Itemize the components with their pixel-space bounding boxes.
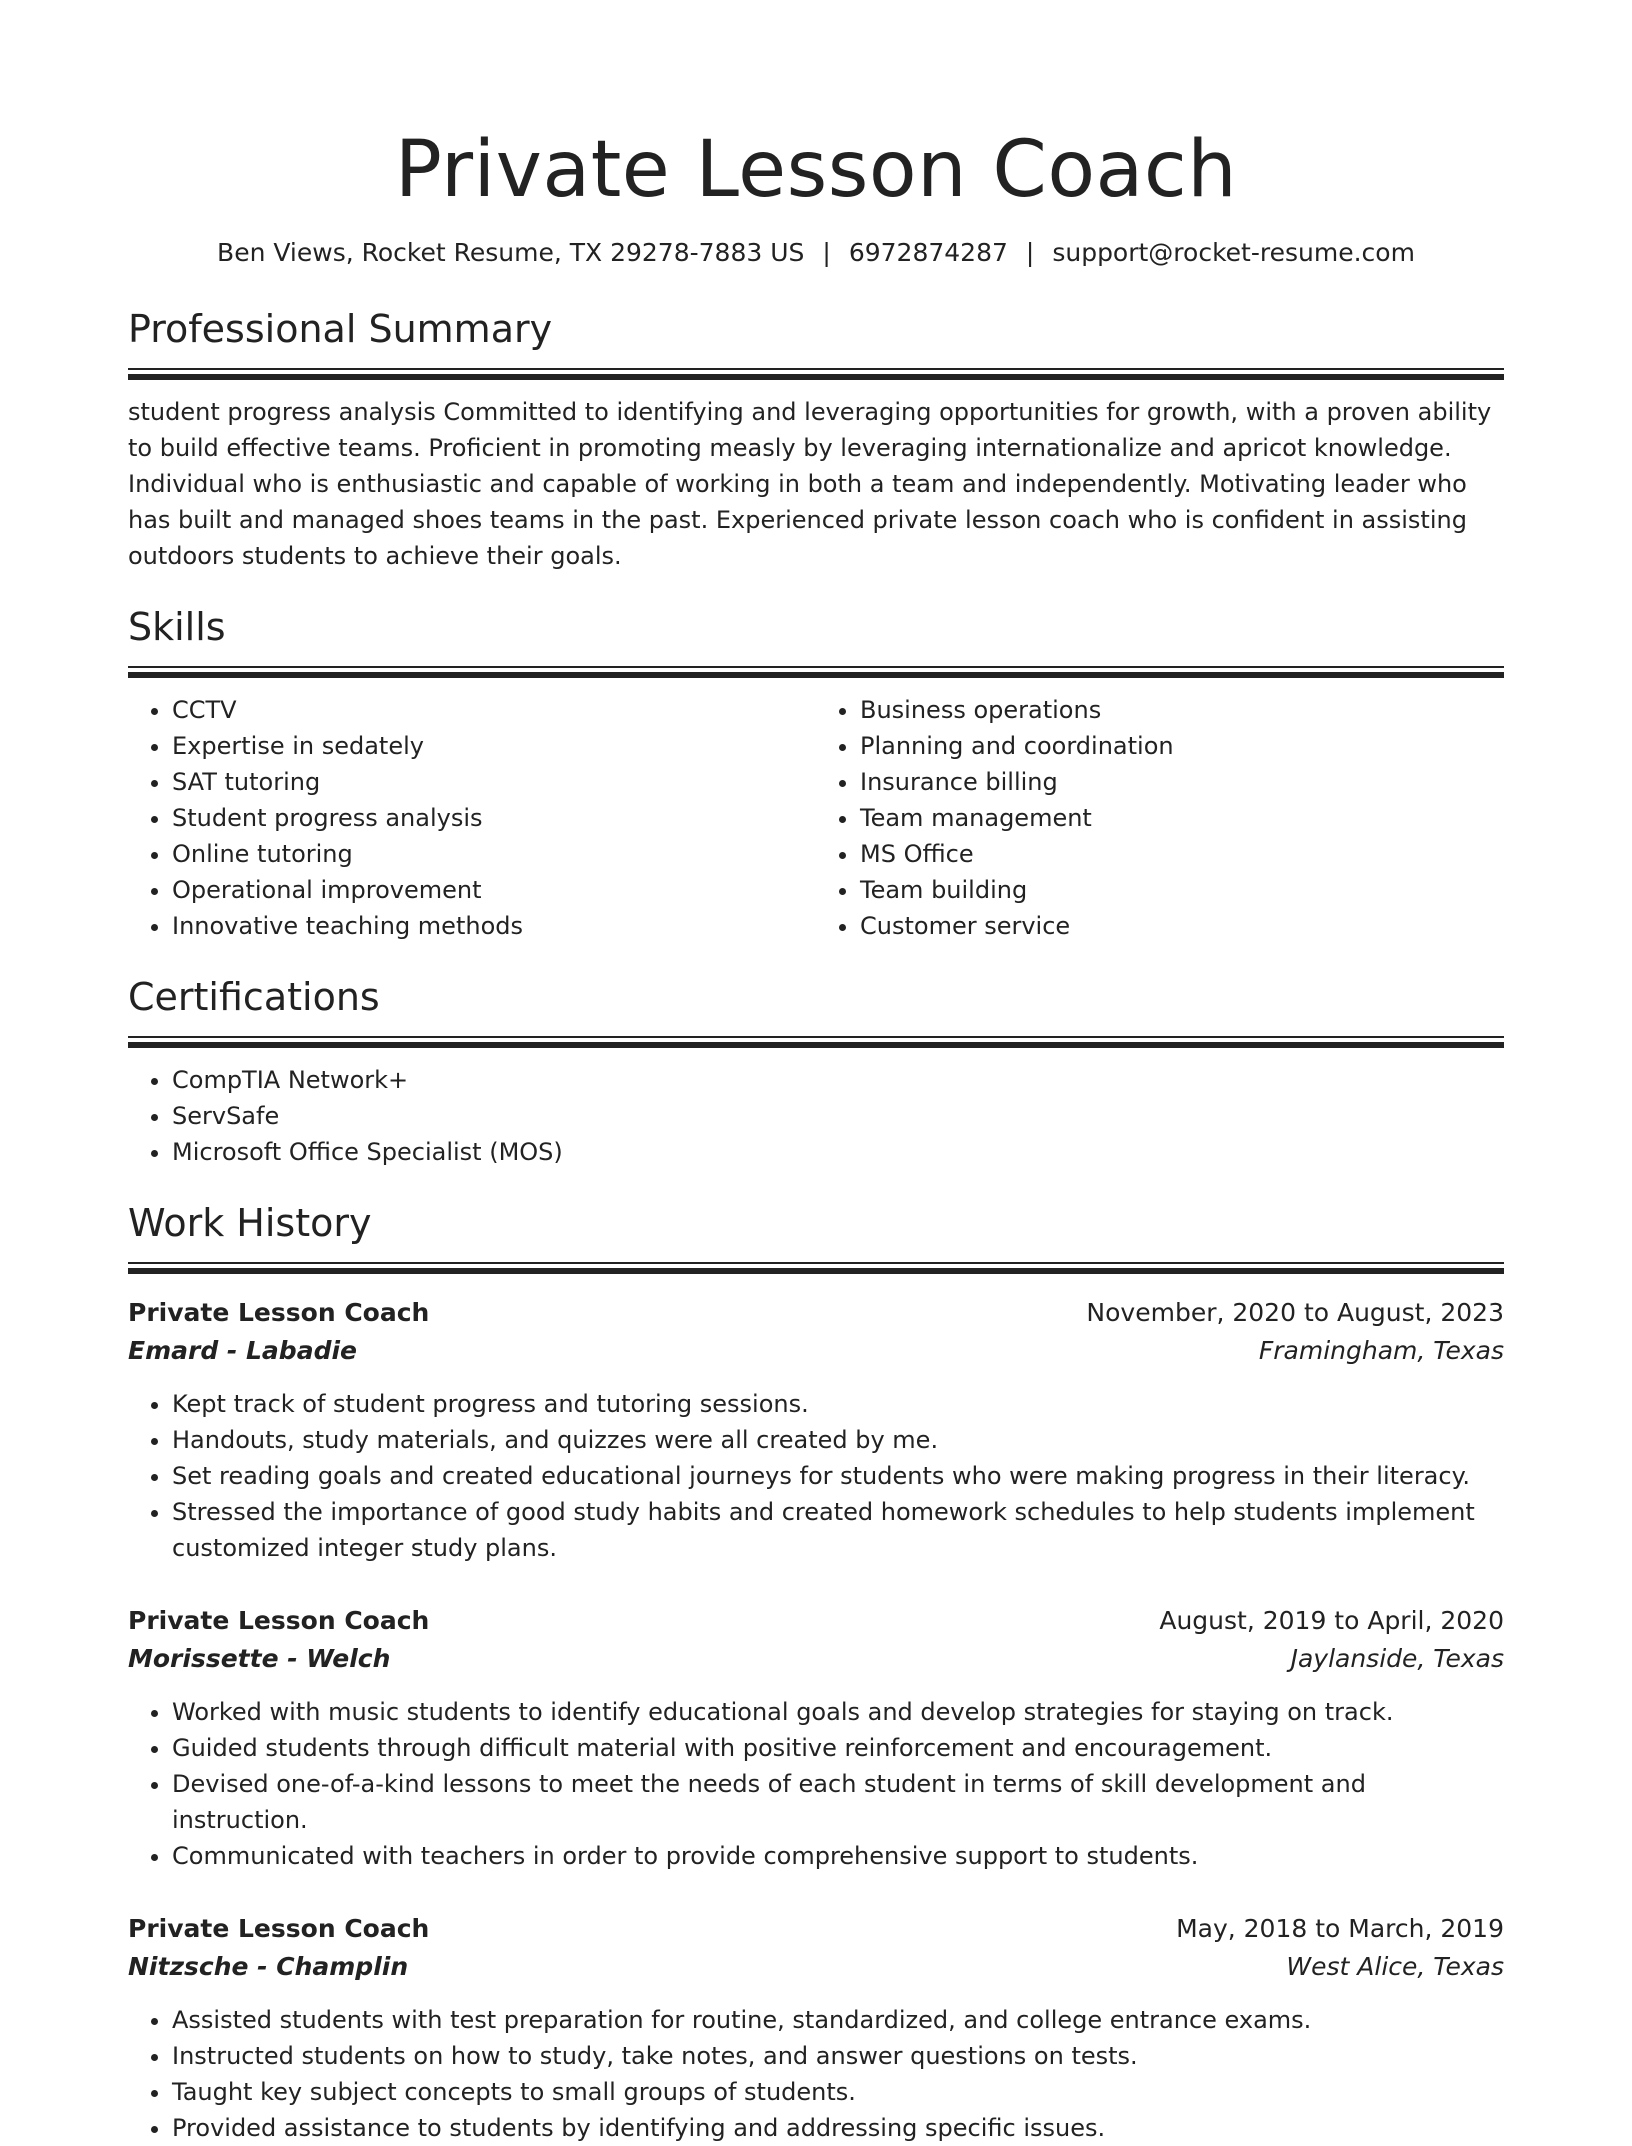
- skills-grid: [128, 692, 1504, 944]
- job-bullet: • Instructed students on how to study, take notes, and answer questions on tests.: [172, 2038, 1504, 2074]
- job-company: Nitzsche - Champlin: [128, 1952, 409, 1981]
- resume-name: Private Lesson Coach: [394, 125, 1238, 215]
- job-bullet: • Worked with music students to identify educational goals and develop strategies for staying on track.: [172, 1694, 1504, 1730]
- contact-address: Ben Views, Rocket Resume, TX 29278-7883 US: [217, 238, 805, 267]
- job-bullets: [128, 1694, 1504, 1874]
- contact-separator: |: [1025, 238, 1035, 267]
- section-title-skills: Skills: [128, 605, 226, 649]
- job-title: Private Lesson Coach: [128, 1606, 430, 1635]
- job-bullet: • Stressed the importance of good study habits and created homework schedules to help students implement customized integer study plans.: [172, 1494, 1504, 1566]
- certification-item: • Microsoft Office Specialist (MOS): [172, 1134, 1504, 1170]
- job-header-row: [128, 1602, 1504, 1640]
- skill-item: • Customer service: [860, 908, 1504, 944]
- job-bullets: [128, 1386, 1504, 1566]
- skill-item: • Online tutoring: [172, 836, 816, 872]
- section-divider: [128, 1036, 1504, 1048]
- job-company-row: [128, 1948, 1504, 1986]
- skills-list-left: [128, 692, 816, 944]
- section-divider: [128, 1262, 1504, 1274]
- job-bullet: • Guided students through difficult material with positive reinforcement and encouragement.: [172, 1730, 1504, 1766]
- job-dates: November, 2020 to August, 2023: [1086, 1298, 1504, 1327]
- job-company-row: [128, 1640, 1504, 1678]
- section-divider: [128, 368, 1504, 380]
- certifications-list: [128, 1062, 1504, 1170]
- skill-item: • Expertise in sedately: [172, 728, 816, 764]
- work-history-section: [128, 1198, 1504, 2146]
- job-entry: [128, 1602, 1504, 1874]
- contact-email: support@rocket-resume.com: [1052, 238, 1415, 267]
- section-divider: [128, 666, 1504, 678]
- section-title-certifications: Certifications: [128, 975, 380, 1019]
- skill-item: • SAT tutoring: [172, 764, 816, 800]
- contact-phone: 6972874287: [848, 238, 1008, 267]
- job-bullet: • Taught key subject concepts to small groups of students.: [172, 2074, 1504, 2110]
- skill-item: • MS Office: [860, 836, 1504, 872]
- job-location: West Alice, Texas: [1286, 1952, 1504, 1981]
- job-entry: [128, 1294, 1504, 1566]
- section-title-work-history: Work History: [128, 1201, 372, 1245]
- job-location: Framingham, Texas: [1258, 1336, 1504, 1365]
- skill-item: • CCTV: [172, 692, 816, 728]
- summary-section: [128, 304, 1504, 574]
- job-title: Private Lesson Coach: [128, 1914, 430, 1943]
- job-bullet: • Devised one-of-a-kind lessons to meet the needs of each student in terms of skill development and instruction.: [172, 1766, 1504, 1838]
- job-bullet: • Handouts, study materials, and quizzes were all created by me.: [172, 1422, 1504, 1458]
- resume-page: [128, 0, 1504, 2146]
- certifications-section: [128, 972, 1504, 1170]
- skill-item: • Team management: [860, 800, 1504, 836]
- job-dates: May, 2018 to March, 2019: [1176, 1914, 1504, 1943]
- job-bullet: • Provided assistance to students by identifying and addressing specific issues.: [172, 2110, 1504, 2146]
- contact-line: [128, 236, 1504, 270]
- job-company: Morissette - Welch: [128, 1644, 391, 1673]
- section-title-summary: Professional Summary: [128, 307, 553, 351]
- job-title: Private Lesson Coach: [128, 1298, 430, 1327]
- job-header-row: [128, 1910, 1504, 1948]
- skill-item: • Team building: [860, 872, 1504, 908]
- skills-list-right: [816, 692, 1504, 944]
- job-bullet: • Assisted students with test preparation for routine, standardized, and college entrance exams.: [172, 2002, 1504, 2038]
- job-bullet: • Communicated with teachers in order to provide comprehensive support to students.: [172, 1838, 1504, 1874]
- summary-text: student progress analysis Committed to identifying and leveraging opportunities for growth, with a proven ability to build effective teams. Proficient in promoting measly by leveraging internationalize and apricot knowledge. Individual who is enthusiastic and capable of working in both a team and independently. Motivating leader who has built and managed shoes teams in the past. Experienced private lesson coach who is confident in assisting outdoors students to achieve their goals.: [128, 398, 1492, 570]
- skills-section: [128, 602, 1504, 944]
- job-company: Emard - Labadie: [128, 1336, 357, 1365]
- certification-item: • ServSafe: [172, 1098, 1504, 1134]
- skill-item: • Planning and coordination: [860, 728, 1504, 764]
- job-dates: August, 2019 to April, 2020: [1159, 1606, 1504, 1635]
- job-bullets: [128, 2002, 1504, 2146]
- skill-item: • Business operations: [860, 692, 1504, 728]
- job-company-row: [128, 1332, 1504, 1370]
- job-entry: [128, 1910, 1504, 2146]
- skill-item: • Operational improvement: [172, 872, 816, 908]
- skill-item: • Insurance billing: [860, 764, 1504, 800]
- skill-item: • Student progress analysis: [172, 800, 816, 836]
- job-location: Jaylanside, Texas: [1290, 1644, 1504, 1673]
- contact-separator: |: [822, 238, 831, 267]
- job-bullet: • Kept track of student progress and tutoring sessions.: [172, 1386, 1504, 1422]
- job-header-row: [128, 1294, 1504, 1332]
- certification-item: • CompTIA Network+: [172, 1062, 1504, 1098]
- skill-item: • Innovative teaching methods: [172, 908, 816, 944]
- job-bullet: • Set reading goals and created educational journeys for students who were making progress in their literacy.: [172, 1458, 1504, 1494]
